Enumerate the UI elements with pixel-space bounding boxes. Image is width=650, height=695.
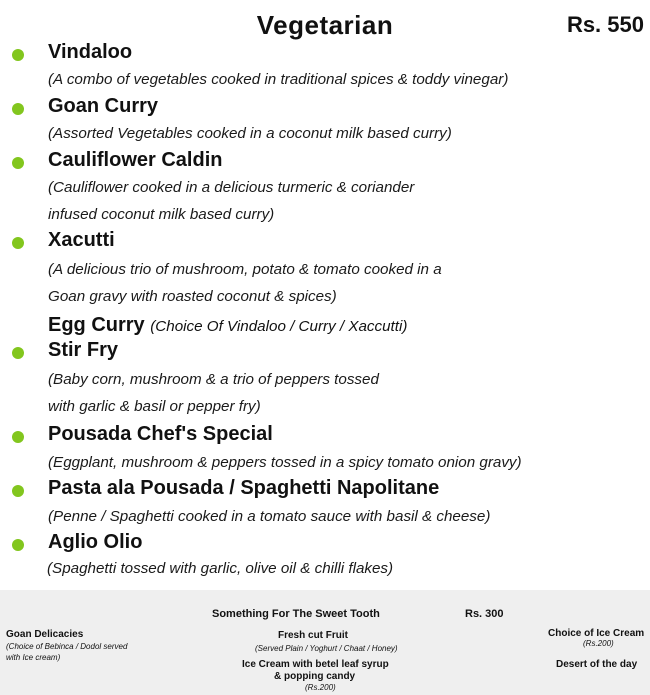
menu-title: Vegetarian (256, 10, 394, 40)
item-description: with garlic & basil or pepper fry) (48, 398, 261, 415)
item-description: (Assorted Vegetables cooked in a coconut milk based curry) (48, 125, 452, 142)
item-description: (A delicious trio of mushroom, potato & tomato cooked in a (48, 261, 442, 278)
dessert-section (0, 590, 650, 695)
item-description: Goan gravy with roasted coconut & spices) (48, 288, 337, 305)
choice-icecream-price: (Rs.200) (583, 639, 614, 648)
item-description: (Cauliflower cooked in a delicious turmeric & coriander (48, 179, 415, 196)
item-name: Cauliflower Caldin (48, 149, 223, 171)
dessert-price: Rs. 300 (465, 608, 504, 620)
item-name: Pousada Chef's Special (48, 423, 273, 445)
item-description: infused coconut milk based curry) (48, 206, 275, 223)
bullet-icon (12, 539, 24, 551)
goan-delicacies-note: with Ice cream) (6, 653, 61, 662)
item-description: (Baby corn, mushroom & a trio of peppers tossed (48, 371, 379, 388)
icecream-betel-title: & popping candy (274, 671, 356, 682)
bullet-icon (12, 157, 24, 169)
icecream-betel-price: (Rs.200) (305, 683, 336, 692)
bullet-icon (12, 103, 24, 115)
item-name: Pasta ala Pousada / Spaghetti Napolitane (48, 477, 440, 499)
bullet-icon (12, 49, 24, 61)
choice-icecream-title: Choice of Ice Cream (548, 628, 645, 639)
item-name: Egg Curry (48, 314, 145, 336)
icecream-betel-title: Ice Cream with betel leaf syrup (242, 659, 389, 670)
item-description: (Spaghetti tossed with garlic, olive oil & chilli flakes) (47, 560, 394, 577)
item-name: Xacutti (48, 229, 115, 251)
dessert-title: Something For The Sweet Tooth (212, 608, 380, 620)
item-name: Goan Curry (48, 95, 159, 117)
fresh-fruit-title: Fresh cut Fruit (278, 630, 349, 641)
goan-delicacies-title: Goan Delicacies (6, 629, 84, 640)
item-description: (A combo of vegetables cooked in traditional spices & toddy vinegar) (48, 71, 509, 88)
item-description: (Penne / Spaghetti cooked in a tomato sauce with basil & cheese) (48, 508, 491, 525)
menu-price: Rs. 550 (566, 12, 644, 37)
goan-delicacies-note: (Choice of Bebinca / Dodol served (6, 642, 128, 651)
bullet-icon (12, 485, 24, 497)
desert-of-the-day: Desert of the day (556, 659, 638, 670)
item-name: Stir Fry (48, 339, 119, 361)
bullet-icon (12, 237, 24, 249)
item-note: (Choice Of Vindaloo / Curry / Xaccutti) (150, 318, 408, 335)
item-name: Aglio Olio (48, 531, 143, 553)
egg-curry-item (48, 314, 407, 337)
fresh-fruit-note: (Served Plain / Yoghurt / Chaat / Honey) (255, 644, 398, 653)
item-name: Vindaloo (48, 41, 133, 63)
bullet-icon (12, 431, 24, 443)
item-description: (Eggplant, mushroom & peppers tossed in a spicy tomato onion gravy) (48, 454, 522, 471)
bullet-icon (12, 347, 24, 359)
